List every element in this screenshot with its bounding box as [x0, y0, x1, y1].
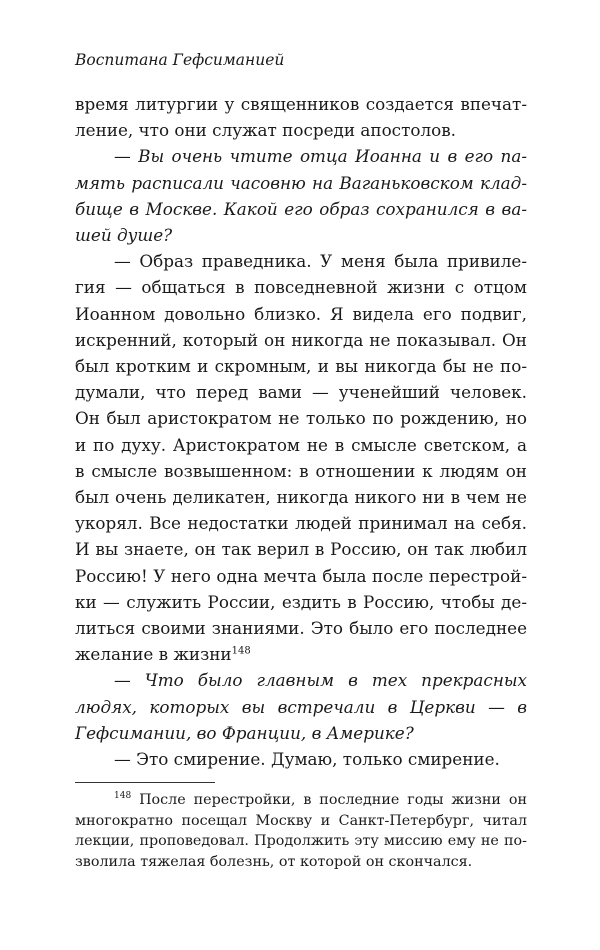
- footnote-text: После перестройки, в последние годы жизни он многократно посещал Москву и Санкт-Петербург, читал лекции, проповедовал. Продолжить эту миссию ему не позволила тяжелая болезнь, от которой он скончался.: [75, 792, 527, 870]
- book-page: [75, 0, 527, 950]
- main-text: [75, 91, 527, 772]
- paragraph-continuation: время литургии у священников создается впечатление, что они служат посреди апостолов.: [75, 94, 527, 141]
- interview-question: — Вы очень чтите отца Иоанна и в его память расписали часовню на Ваганьковском кладбище в Москве. Какой его образ сохранился в вашей душе?: [75, 146, 527, 246]
- running-head: Воспитана Гефсиманией: [75, 51, 285, 69]
- interview-answer: — Это смирение. Думаю, только смирение.: [114, 749, 500, 770]
- footnote-divider: [75, 782, 215, 783]
- footnote-number: 148: [114, 791, 132, 802]
- answer-text: — Образ праведника. У меня была привилегия — общаться в повседневной жизни с отцом Иоанном довольно близко. Я видела его подвиг, искренний, который он никогда не показывал. Он был кротким и скромным, и вы никогда бы не подумали, что перед вами — ученейший человек. Он был аристократом не только по рождению, но и по духу. Аристократом не в смысле светском, а в смысле возвышенном: в отношении к людям он был очень деликатен, никогда никого ни в чем не укорял. Все недостатки людей принимал на себя. И вы знаете, он так верил в Россию, он так любил Россию! У него одна мечта была после перестройки — служить России, ездить в Россию, чтобы делиться своими знаниями. Это было его последнее желание в жизни: [75, 251, 527, 665]
- interview-question: — Что было главным в тех прекрасных людях, которых вы встречали в Церкви — в Гефсимании, во Франции, в Америке?: [75, 670, 527, 743]
- footnote: [75, 790, 527, 872]
- interview-answer: [75, 248, 527, 667]
- footnote-reference[interactable]: 148: [231, 645, 251, 657]
